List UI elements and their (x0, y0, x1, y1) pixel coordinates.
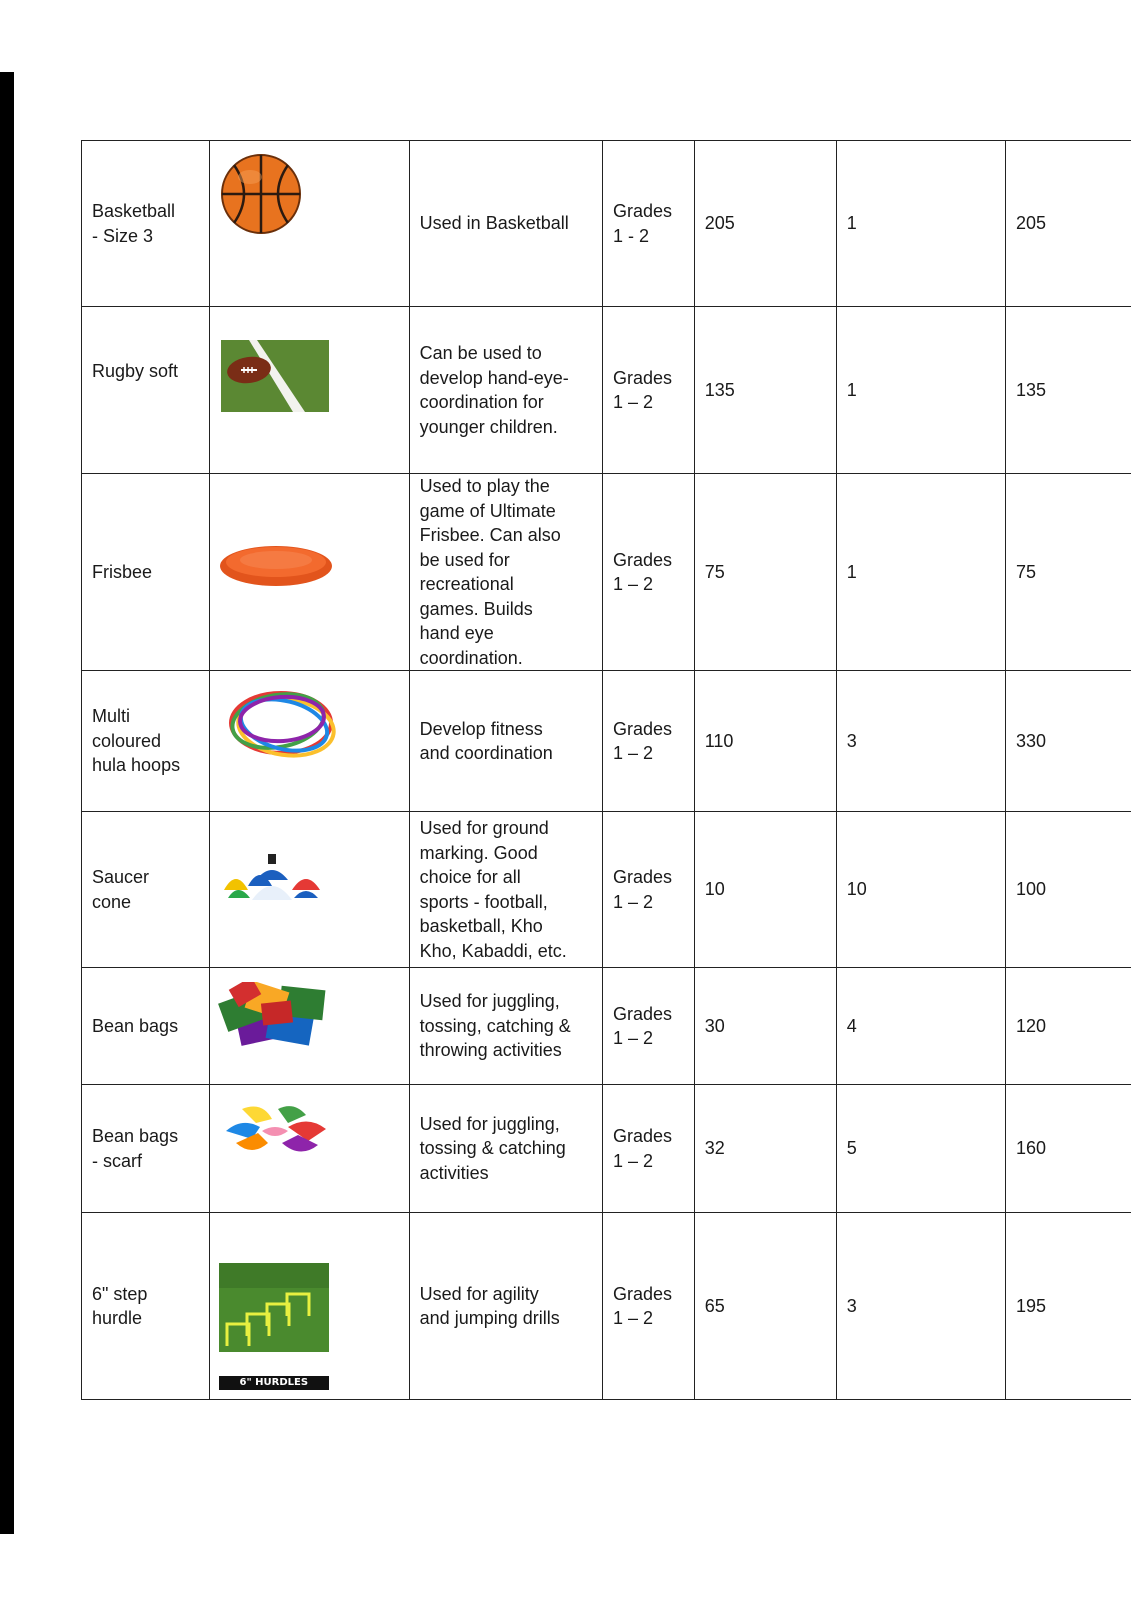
item-description: Used for juggling, tossing & catching activities (409, 1085, 602, 1213)
item-description: Used in Basketball (409, 141, 602, 307)
item-total: 205 (1005, 141, 1131, 307)
item-price: 65 (694, 1213, 836, 1400)
item-total: 75 (1005, 474, 1131, 671)
table-row (82, 474, 1131, 671)
item-name: Frisbee (82, 474, 210, 671)
equipment-table (81, 140, 1131, 1400)
item-grades: Grades 1 – 2 (602, 1213, 694, 1400)
item-image-cell (209, 474, 409, 671)
item-price: 205 (694, 141, 836, 307)
item-image-cell (209, 1213, 409, 1400)
hurdles-image (219, 1263, 329, 1388)
hula-hoops-image (226, 683, 342, 763)
item-description: Used for ground marking. Good choice for all sports - football, basketball, Kho Kho, Kabaddi, etc. (409, 812, 602, 968)
rugby-ball-image (221, 340, 329, 412)
item-quantity: 10 (836, 812, 1005, 968)
item-grades: Grades 1 – 2 (602, 1085, 694, 1213)
page-edge-bar (0, 72, 14, 1534)
item-grades: Grades 1 – 2 (602, 671, 694, 812)
item-price: 30 (694, 968, 836, 1085)
item-price: 10 (694, 812, 836, 968)
table-row (82, 1085, 1131, 1213)
item-quantity: 1 (836, 141, 1005, 307)
item-quantity: 1 (836, 474, 1005, 671)
item-grades: Grades 1 - 2 (602, 141, 694, 307)
item-image-cell (209, 812, 409, 968)
table-row (82, 968, 1131, 1085)
item-name: Rugby soft (82, 307, 210, 474)
hurdles-caption: 6" HURDLES (219, 1376, 329, 1390)
item-image-cell (209, 307, 409, 474)
item-total: 330 (1005, 671, 1131, 812)
item-total: 195 (1005, 1213, 1131, 1400)
item-grades: Grades 1 – 2 (602, 307, 694, 474)
item-grades: Grades 1 – 2 (602, 474, 694, 671)
item-grades: Grades 1 – 2 (602, 812, 694, 968)
item-name: Bean bags (82, 968, 210, 1085)
table-row (82, 141, 1131, 307)
item-price: 135 (694, 307, 836, 474)
item-description: Used to play the game of Ultimate Frisbee. Can also be used for recreational games. Builds hand eye coordination. (409, 474, 602, 671)
item-description: Used for agility and jumping drills (409, 1213, 602, 1400)
item-image-cell (209, 1085, 409, 1213)
item-total: 160 (1005, 1085, 1131, 1213)
bean-bags-image (218, 982, 330, 1052)
item-name: Bean bags - scarf (82, 1085, 210, 1213)
item-image-cell (209, 141, 409, 307)
table-row (82, 1213, 1131, 1400)
item-image-cell (209, 968, 409, 1085)
item-quantity: 5 (836, 1085, 1005, 1213)
frisbee-image (218, 540, 334, 588)
item-name: Saucer cone (82, 812, 210, 968)
item-quantity: 3 (836, 1213, 1005, 1400)
item-price: 32 (694, 1085, 836, 1213)
item-total: 135 (1005, 307, 1131, 474)
hurdles-drawing (219, 1288, 329, 1352)
item-quantity: 4 (836, 968, 1005, 1085)
item-description: Can be used to develop hand-eye- coordination for younger children. (409, 307, 602, 474)
item-grades: Grades 1 – 2 (602, 968, 694, 1085)
item-name: Multi coloured hula hoops (82, 671, 210, 812)
scarves-image (222, 1101, 328, 1161)
table-row (82, 671, 1131, 812)
basketball-image (220, 153, 302, 235)
item-total: 120 (1005, 968, 1131, 1085)
saucer-cones-image (222, 850, 322, 904)
item-quantity: 1 (836, 307, 1005, 474)
item-description: Used for juggling, tossing, catching & throwing activities (409, 968, 602, 1085)
item-name: 6" step hurdle (82, 1213, 210, 1400)
table-row (82, 307, 1131, 474)
item-price: 110 (694, 671, 836, 812)
item-quantity: 3 (836, 671, 1005, 812)
table-row (82, 812, 1131, 968)
item-name: Basketball - Size 3 (82, 141, 210, 307)
item-description: Develop fitness and coordination (409, 671, 602, 812)
item-price: 75 (694, 474, 836, 671)
item-total: 100 (1005, 812, 1131, 968)
item-image-cell (209, 671, 409, 812)
